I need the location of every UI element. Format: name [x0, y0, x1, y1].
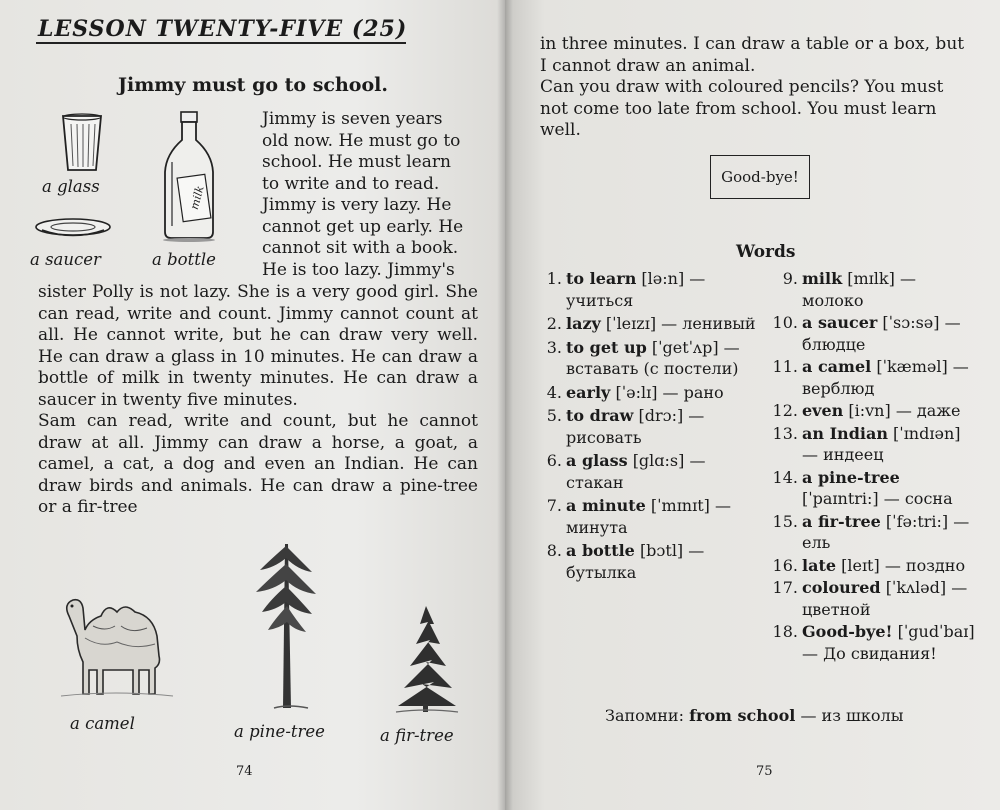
story-line: cannot get up early. He: [262, 216, 464, 237]
page-number-left: 74: [236, 764, 253, 779]
word-english: a bottle: [566, 541, 635, 560]
word-number: 3.: [546, 337, 562, 357]
caption-saucer: a saucer: [30, 250, 101, 269]
word-entry: [538, 495, 756, 538]
word-number: 18.: [772, 622, 798, 641]
word-english: a saucer: [802, 313, 878, 332]
word-english: to draw: [566, 406, 634, 425]
word-entry: [768, 577, 978, 620]
word-translation: [ˈgudˈbaɪ] — До свидания!: [802, 622, 975, 663]
word-entry: [538, 268, 756, 311]
bottle-label: milk: [187, 184, 207, 212]
word-english: early: [566, 382, 611, 402]
word-number: 14.: [772, 467, 798, 487]
bottle-illustration: [160, 110, 218, 242]
word-number: 7.: [546, 496, 562, 515]
word-english: to get up: [566, 337, 647, 357]
caption-camel: a camel: [70, 714, 135, 733]
story-line: school. He must learn: [262, 152, 451, 172]
remember-line: [605, 706, 903, 725]
words-title: Words: [736, 242, 796, 262]
words-list-right: [768, 268, 978, 664]
word-number: 9.: [782, 269, 798, 288]
word-entry: [538, 337, 756, 380]
camel-illustration: [55, 590, 175, 702]
word-entry: [768, 268, 978, 311]
word-english: lazy: [566, 314, 601, 333]
word-translation: [bɔtl] — бутылка: [566, 541, 705, 582]
saucer-illustration: [34, 216, 112, 242]
title-rule: [36, 42, 406, 44]
word-entry: [768, 356, 978, 399]
word-english: late: [802, 555, 837, 575]
story-line: old now. He must go to: [262, 130, 461, 151]
word-number: 12.: [772, 401, 798, 420]
word-number: 17.: [772, 578, 798, 597]
word-english: a minute: [566, 496, 646, 515]
word-english: coloured: [802, 578, 881, 597]
word-entry: [538, 382, 756, 404]
word-translation: [ˈkæməl] — верблюд: [802, 357, 969, 398]
word-entry: [768, 511, 978, 554]
word-translation: [ˈleɪzɪ] — ленивый: [605, 314, 756, 333]
word-number: 13.: [772, 423, 798, 443]
word-entry: [768, 621, 978, 664]
word-number: 1.: [546, 269, 562, 288]
caption-fir-tree: a fir-tree: [380, 726, 454, 745]
caption-pine-tree: a pine-tree: [234, 722, 325, 741]
story-paragraph-1: sister Polly is not lazy. She is a very good girl. She can read, write and count. Jimmy cannot count at all. He cannot write, but he can draw very well. He can draw a glass in 10 minutes. He can draw a bottle of milk in twenty minutes. He can draw a saucer in twenty five minutes.: [38, 282, 478, 410]
word-translation: [lə:n] — учиться: [566, 269, 706, 310]
remember-label: Запомни:: [605, 706, 684, 725]
word-english: a pine-tree: [802, 467, 900, 487]
word-translation: [ˈfə:tri:] — ель: [802, 511, 970, 552]
word-number: 15.: [772, 511, 798, 531]
word-number: 8.: [546, 541, 562, 560]
word-translation: [i:vn] — даже: [848, 401, 961, 420]
word-english: an Indian: [802, 423, 888, 443]
story-text-full: [38, 282, 478, 519]
remember-translation: — из школы: [800, 706, 904, 725]
goodbye-box: Good-bye!: [710, 155, 810, 199]
word-english: a fir-tree: [802, 511, 881, 531]
word-number: 2.: [546, 314, 562, 333]
right-page-text: [540, 34, 970, 142]
word-entry: [768, 312, 978, 355]
word-translation: [ˈɪndɪən] — индеец: [802, 423, 961, 464]
word-entry: [768, 400, 978, 422]
word-translation: [mɪlk] — молоко: [802, 269, 916, 310]
word-translation: [ˈmɪnɪt] — минута: [566, 496, 731, 537]
story-text-column: [262, 109, 478, 281]
word-translation: [leɪt] — поздно: [841, 555, 966, 575]
story-paragraph-2: Sam can read, write and count, but he cannot draw at all. Jimmy can draw a horse, a goat, a camel, a cat, a dog and even an Indian. He can draw birds and animals. He can draw a pine-tree or a fir-tree: [38, 411, 478, 517]
word-entry: [538, 540, 756, 583]
words-list-left: [538, 268, 756, 583]
word-entry: [768, 555, 978, 577]
word-english: milk: [802, 269, 843, 288]
word-entry: [538, 450, 756, 493]
word-entry: [768, 467, 978, 510]
lesson-title: LESSON TWENTY-FIVE (25): [38, 16, 408, 42]
word-entry: [538, 313, 756, 335]
word-translation: [ˈsɔ:sə] — блюдце: [802, 313, 961, 354]
story-line: He is too lazy. Jimmy's: [262, 259, 455, 280]
story-line: cannot sit with a book.: [262, 238, 459, 258]
word-translation: [ˈkʌləd] — цветной: [802, 578, 968, 619]
story-line: Jimmy is seven years: [262, 109, 443, 129]
word-english: to learn: [566, 269, 637, 288]
word-number: 11.: [772, 357, 798, 376]
word-english: even: [802, 401, 844, 420]
caption-bottle: a bottle: [152, 250, 216, 269]
word-english: a camel: [802, 357, 872, 376]
story-line: Jimmy is very lazy. He: [262, 195, 452, 215]
word-english: a glass: [566, 451, 628, 470]
word-translation: [glɑ:s] — стакан: [566, 451, 706, 492]
word-translation: [ˈgetˈʌp] — вставать (с постели): [566, 337, 740, 378]
word-number: 4.: [546, 382, 562, 402]
page-number-right: 75: [756, 764, 773, 779]
word-entry: [538, 405, 756, 448]
word-number: 10.: [772, 313, 798, 332]
remember-phrase: from school: [689, 706, 796, 725]
right-paragraph-1: in three minutes. I can draw a table or a box, but I cannot draw an animal.: [540, 34, 965, 76]
book-gutter: [497, 0, 513, 810]
caption-glass: a glass: [42, 177, 100, 196]
word-number: 6.: [546, 451, 562, 470]
pine-tree-illustration: [252, 540, 322, 712]
word-english: Good-bye!: [802, 622, 893, 641]
word-translation: [drɔ:] — рисовать: [566, 406, 705, 447]
right-paragraph-2: Can you draw with coloured pencils? You must not come too late from school. You must learn well.: [540, 77, 944, 140]
word-number: 16.: [772, 555, 798, 575]
word-entry: [768, 423, 978, 466]
word-translation: [ˈpaɪntri:] — сосна: [802, 489, 953, 508]
story-title: Jimmy must go to school.: [118, 74, 388, 96]
word-translation: [ˈə:lɪ] — рано: [615, 382, 724, 402]
glass-illustration: [60, 112, 104, 174]
word-number: 5.: [546, 406, 562, 425]
story-line: to write and to read.: [262, 173, 440, 194]
fir-tree-illustration: [390, 604, 462, 714]
